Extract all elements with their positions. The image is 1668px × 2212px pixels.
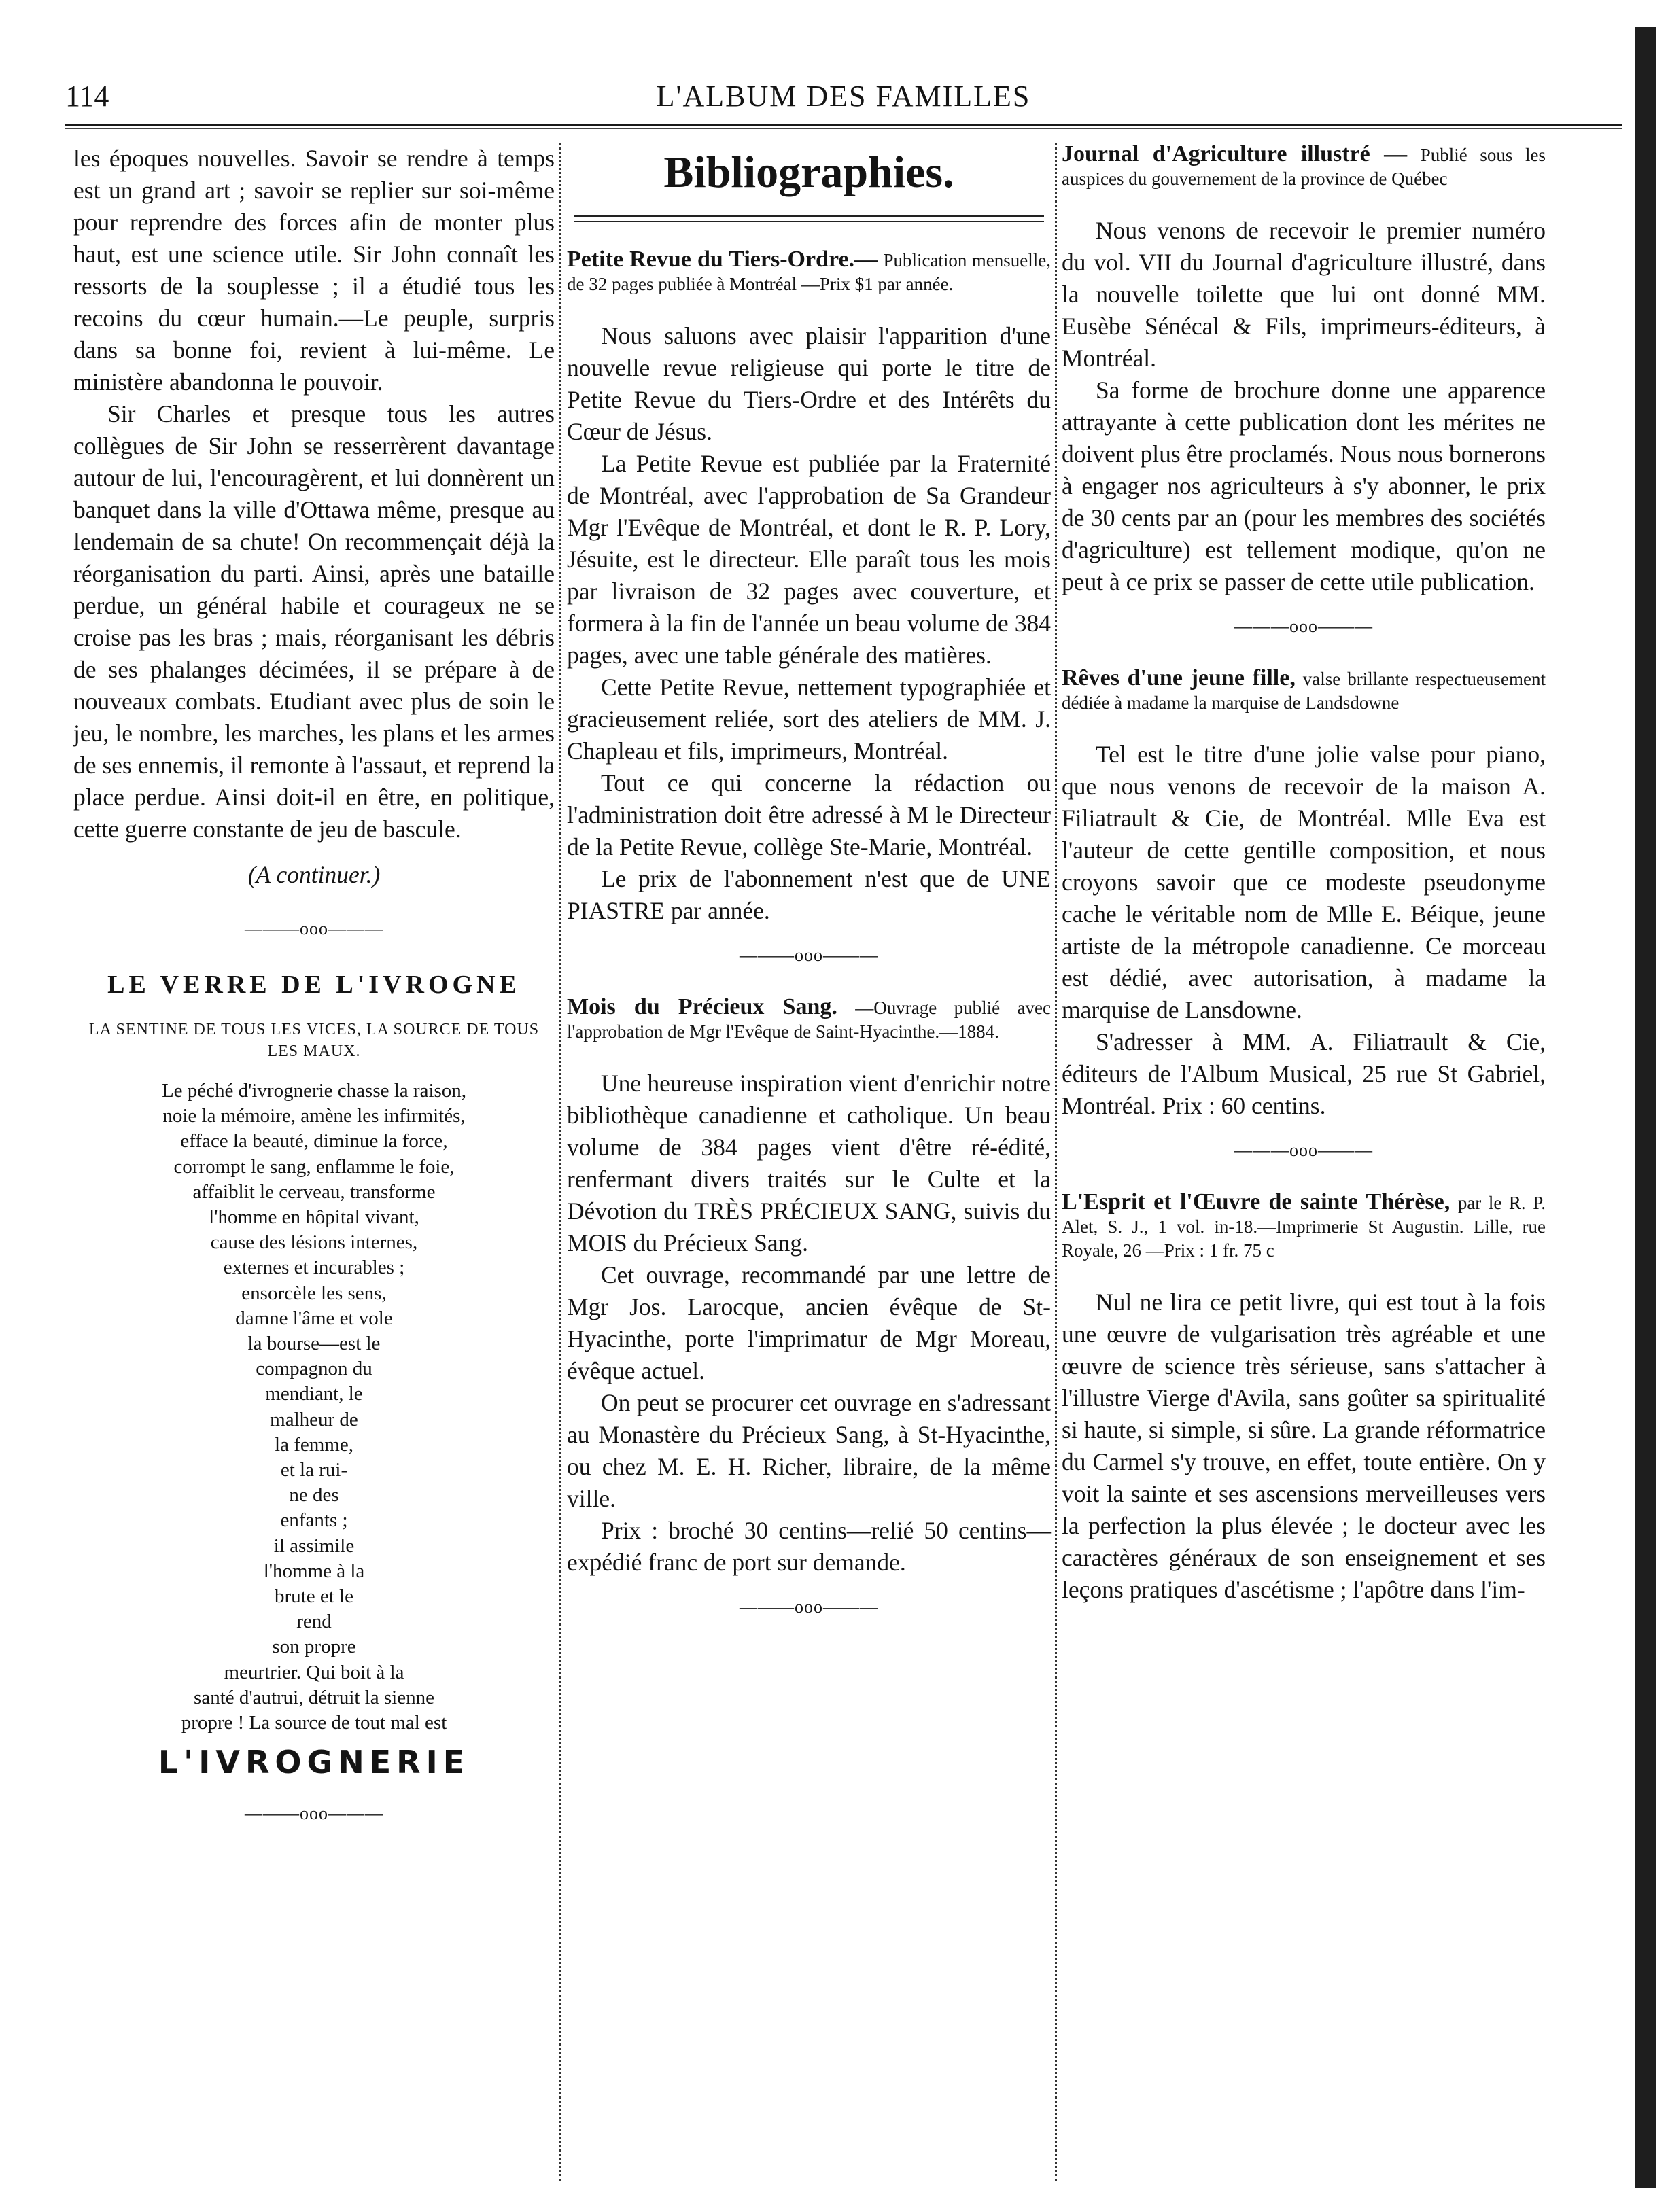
poem-line: ensorcèle les sens, [241, 1282, 387, 1304]
entry-heading [567, 248, 1051, 296]
article-paragraph: Tel est le titre d'une jolie valse pour piano, que nous venons de recevoir de la maison A. Filiatrault & Cie, de Montréal. Mlle Eva est l'auteur de cette gentille composition, et nous croyons savoir que ce modeste pseudonyme cache le véritable nom de Mlle E. Béique, jeune artiste de la métropole canadienne. Ce morceau est dédié, avec autorisation, à madame la marquise de Lansdowne. [1062, 741, 1546, 1023]
poem-line: damne l'âme et vole [235, 1307, 393, 1329]
continuation-note: (A continuer.) [247, 861, 381, 888]
article-paragraph: Cet ouvrage, recommandé par une lettre de Mgr Jos. Larocque, ancien évêque de St-Hyacinthe, porte l'imprimatur de Mgr Moreau, évêque actuel. [567, 1261, 1051, 1384]
column-middle [567, 143, 1051, 1647]
entry-description: par le R. P. Alet, S. J., 1 vol. in-18.—Imprimerie St Augustin. Lille, rue Royale, 26 —Prix : 1 fr. 75 c [1062, 1193, 1546, 1261]
poem-line: affaiblit le cerveau, transforme [192, 1180, 436, 1203]
poem-title: LE VERRE DE L'IVROGNE [107, 970, 521, 999]
poem-line: santé d'autrui, détruit la sienne [194, 1686, 434, 1708]
poem-line: corrompt le sang, enflamme le foie, [173, 1155, 455, 1178]
poem-subtitle: LA SENTINE DE TOUS LES VICES, LA SOURCE DE TOUS LES MAUX. [88, 1021, 540, 1060]
entry-description: valse brillante respectueusement dédiée à madame la marquise de Landsdowne [1062, 669, 1546, 713]
entry-heading [1062, 143, 1546, 190]
article-paragraph: Tout ce qui concerne la rédaction ou l'administration doit être adressé à M le Directeur de la Petite Revue, collège Ste-Marie, Montréal. [567, 769, 1051, 860]
poem-line: l'homme en hôpital vivant, [209, 1206, 419, 1229]
poem-line: noie la mémoire, amène les infirmités, [162, 1105, 466, 1127]
poem-line: et la rui- [280, 1459, 348, 1481]
poem-line: malheur de [270, 1408, 358, 1430]
poem-line: ne des [289, 1484, 339, 1507]
article-paragraph: Nous saluons avec plaisir l'apparition d'une nouvelle revue religieuse qui porte le titre de Petite Revue du Tiers-Ordre et des Intérêts du Cœur de Jésus. [567, 322, 1051, 445]
section-separator: ———ooo——— [245, 1804, 383, 1824]
entry-name: Journal d'Agriculture illustré — [1062, 141, 1408, 166]
page-header [65, 75, 1622, 122]
section-separator: ———ooo——— [1234, 1140, 1373, 1160]
entry-name: Petite Revue du Tiers-Ordre.— [567, 247, 878, 272]
entry-heading [1062, 1191, 1546, 1262]
column-left [73, 143, 555, 1854]
entry-name: L'Esprit et l'Œuvre de sainte Thérèse, [1062, 1189, 1450, 1214]
section-separator: ———ooo——— [1234, 616, 1373, 636]
article-paragraph: On peut se procurer cet ouvrage en s'adressant au Monastère du Précieux Sang, à St-Hyacinthe, ou chez M. E. H. Richer, libraire, de la même ville. [567, 1389, 1051, 1512]
column-divider-2 [1055, 143, 1057, 2181]
title-rule [574, 215, 1044, 222]
column-divider-1 [559, 143, 561, 2181]
header-rule [65, 124, 1622, 126]
column-right [1062, 143, 1546, 1606]
entry-description: Publié sous les auspices du gouvernement de la province de Québec [1062, 145, 1546, 189]
poem-line: la femme, [275, 1433, 353, 1456]
article-paragraph: Sa forme de brochure donne une apparence attrayante à cette publication dont les mérites ne doivent plus être proclamés. Nous nous bornerons à engager nos agriculteurs à s'y abonner, le prix de 30 cents par an (pour les membres des sociétés d'agriculture) est tellement modique, qu'on ne peut à ce prix se passer de cette utile publication. [1062, 376, 1546, 595]
poem-line: propre ! La source de tout mal est [181, 1712, 447, 1734]
binding-edge [1635, 27, 1656, 2188]
poem-line: Le péché d'ivrognerie chasse la raison, [161, 1080, 467, 1102]
entry-description: Publication mensuelle, de 32 pages publiée à Montréal —Prix $1 par année. [567, 250, 1052, 294]
poem-line: efface la beauté, diminue la force, [180, 1130, 448, 1153]
article-paragraph: Sir Charles et presque tous les autres collègues de Sir John se resserrèrent davantage autour de lui, l'encouragèrent, et lui donnèrent un banquet dans la ville d'Ottawa même, presque au lendemain de sa chute! On recommençait déjà la réorganisation du parti. Ainsi, après une bataille perdue, un général habile et courageux ne se croise pas les bras ; mais, réorganisant les débris de ses phalanges décimées, il se prépare à de nouveaux combats. Etudiant avec plus de soin le jeu, le nombre, les marches, les plans et les armes de ses ennemis, il remonte à l'assaut, et reprend la place perdue. Ainsi doit-il en être, en politique, cette guerre constante de jeu de bascule. [73, 400, 555, 843]
poem-line: rend [296, 1611, 332, 1633]
poem-line: l'homme à la [263, 1560, 365, 1582]
poem-line: brute et le [275, 1585, 353, 1608]
poem-line: compagnon du [256, 1358, 372, 1380]
page-title: L'ALBUM DES FAMILLES [656, 80, 1031, 113]
poem-conclusion: L'IVROGNERIE [158, 1744, 470, 1781]
poem-line: meurtrier. Qui boit à la [224, 1661, 404, 1683]
article-paragraph: Cette Petite Revue, nettement typographiée et gracieusement reliée, sort des ateliers de MM. J. Chapleau et fils, imprimeurs, Montréal. [567, 673, 1051, 765]
article-paragraph: La Petite Revue est publiée par la Fraternité de Montréal, avec l'approbation de Sa Grandeur Mgr l'Evêque de Montréal, et dont le R. P. Lory, Jésuite, est le directeur. Elle paraît tous les mois par livraison de 32 pages avec couverture, et formera à la fin de l'année un beau volume de 384 pages, avec une table générale des matières. [567, 450, 1051, 669]
header-rule-thin [65, 128, 1622, 129]
article-paragraph: les époques nouvelles. Savoir se rendre à temps est un grand art ; savoir se replier sur soi-même pour reprendre des forces afin de monter plus haut, est une science utile. Sir John connaît les ressorts de la souplesse ; il a étudié tous les recoins du cœur humain.—Le peuple, surpris dans sa bonne foi, revient à lui-même. Le ministère abandonna le pouvoir. [73, 145, 555, 396]
section-separator: ———ooo——— [245, 919, 383, 938]
article-paragraph: Le prix de l'abonnement n'est que de UNE PIASTRE par année. [567, 865, 1051, 924]
section-title: Bibliographies. [663, 147, 954, 197]
entry-name: Rêves d'une jeune fille, [1062, 665, 1296, 690]
article-paragraph: S'adresser à MM. A. Filiatrault & Cie, éditeurs de l'Album Musical, 25 rue St Gabriel, Montréal. Prix : 60 centins. [1062, 1028, 1546, 1119]
poem-line: la bourse—est le [247, 1333, 381, 1355]
entry-heading [1062, 667, 1546, 714]
poem-line: mendiant, le [265, 1383, 363, 1405]
entry-name: Mois du Précieux Sang. [567, 994, 837, 1019]
article-paragraph: Une heureuse inspiration vient d'enrichir notre bibliothèque canadienne et catholique. Un beau volume de 384 pages vient d'être ré-édité, renfermant divers traités sur le Culte et la Dévotion du TRÈS PRÉCIEUX SANG, suivis du MOIS du Précieux Sang. [567, 1070, 1051, 1257]
page-number: 114 [65, 80, 109, 113]
section-separator: ———ooo——— [740, 945, 878, 965]
article-paragraph: Prix : broché 30 centins—relié 50 centins—expédié franc de port sur demande. [567, 1517, 1051, 1576]
poem-line: cause des lésions internes, [210, 1231, 418, 1254]
article-paragraph: Nous venons de recevoir le premier numéro du vol. VII du Journal d'agriculture illustré, dans la nouvelle toilette que lui ont donné MM. Eusèbe Sénécal & Fils, imprimeurs-éditeurs, à Montréal. [1062, 217, 1546, 372]
poem-line: il assimile [273, 1534, 355, 1557]
poem-body [73, 1078, 555, 1736]
poem-line: enfants ; [280, 1509, 348, 1532]
poem-line: externes et incurables ; [223, 1257, 405, 1279]
poem-line: son propre [272, 1636, 356, 1658]
section-separator: ———ooo——— [740, 1597, 878, 1617]
article-paragraph: Nul ne lira ce petit livre, qui est tout à la fois une œuvre de vulgarisation très agréable et une œuvre de science très sérieuse, sans s'attacher à l'illustre Vierge d'Avila, sans goûter sa spiritualité si haute, si simple, si sûre. La grande réformatrice du Carmel s'y trouve, en effet, toute entière. On y voit la sainte et ses ascensions merveilleuses vers la perfection la plus élevée ; le docteur avec les caractères généraux de son enseignement et ses leçons pratiques d'ascétisme ; l'apôtre dans l'im- [1062, 1288, 1546, 1603]
entry-description: —Ouvrage publié avec l'approbation de Mgr l'Evêque de Saint-Hyacinthe.—1884. [567, 998, 1051, 1042]
entry-heading [567, 996, 1051, 1043]
